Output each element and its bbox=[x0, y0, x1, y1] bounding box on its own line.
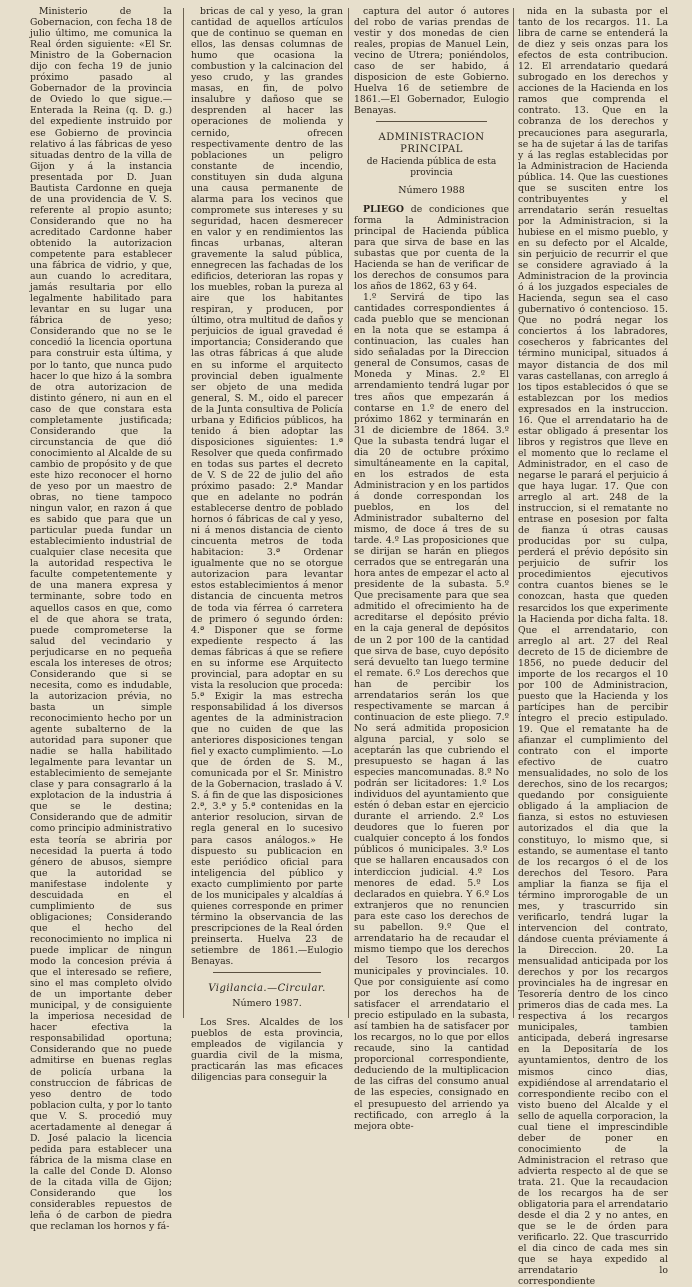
column-rule bbox=[183, 8, 184, 1018]
administracion-heading: ADMINISTRACION PRINCIPAL bbox=[378, 132, 485, 155]
pliego-intro bbox=[354, 204, 509, 292]
column-4 bbox=[518, 6, 668, 1287]
notice-number: Número 1988 bbox=[398, 184, 465, 196]
pliego-conditions: 1.º Servirá de tipo las cantidades correspondientes á cada pueblo que se mencionan en la nota que se estampa á continuacion, las cuales han sido señaladas por la Direccion general de Consumos, casas de Moneda y Minas. 2.º El arrendamiento tendrá lugar por tres años que empezarán á contarse en 1.º de enero del próximo 1862 y terminarán en 31 de diciembre de 1864. 3.º Que la subasta tendrá lugar el dia 20 de octubre próximo simultáneamente en la capital, en los estrados de esta Administracion y en los partidos á donde correspondan los pueblos, en los del Administrador subalterno del mismo, de doce á tres de su tarde. 4.º Las proposiciones que se dirijan se harán en pliegos cerrados que se entregarán una hora antes de empezar el acto al presidente de la subasta. 5.º Que precisamente para que sea admitido el ofrecimiento ha de acreditarse el depósito prévio en la caja general de depósitos de un 2 por 100 de la cantidad que sirva de base, cuyo depósito será devuelto tan luego termine el remate. 6.º Los derechos que han de percibir los arrendatarios serán los que respectivamente se marcan á continuacion de este pliego. 7.º No será admitida proposicion alguna parcial, y solo se aceptarán las que cubriendo el presupuesto se hagan á las especies mancomunadas. 8.º No podrán ser licitadores: 1.º Los individuos del ayuntamiento que estén ó deban estar en ejercicio durante el arriendo. 2.º Los deudores que lo fueren por cualquier concepto á los fondos públicos ó municipales. 3.º Los que se hallaren encausados con interdiccion judicial. 4.º Los menores de edad. 5.º Los declarados en quiebra. Y 6.º Los extranjeros que no renuncien para este caso los derechos de su pabellon. 9.º Que el arrendatario ha de recaudar el mismo tiempo que los derechos del Tesoro los recargos municipales y provinciales. 10. Que por consiguiente así como por los derechos ha de satisfacer el arrendatario el precio estipulado en la subasta, así tambien ha de satisfacer por los recargos, no lo que por ellos recaude, sino la cantidad proporcional correspondiente, deduciendo de la multiplicacion de las cifras del consumo anual de las especies, consignado en el presupuesto del arriendo ya rectificado, con arreglo á la mejora obte- bbox=[354, 292, 509, 1132]
column-2 bbox=[191, 6, 343, 1083]
royal-order-continuation: bricas de cal y yeso, la gran cantidad de aquellos artículos que de continuo se queman en ellos, las densas columnas de humo que ocasiona la combustion y la calcinacion del yeso crudo, y las grandes masas, en fin, de polvo insalubre y dañoso que se desprenden al hacer las operaciones de molienda y cernido, ofrecen respectivamente dentro de las poblaciones un peligro constante de incendio, constituyen sin duda alguna una causa permanente de alarma para los vecinos que compromete sus intereses y su seguridad, hacen desmerecer en valor y en rendimientos las fincas urbanas, alteran gravemente la salud pública, ennegrecen las fachadas de los edificios, deterioran las ropas y los muebles, roban la pureza al aire que los habitantes respiran, y producen, por último, otra multitud de daños y perjuicios de igual gravedad é importancia; Considerando que las otras fábricas á que alude en su informe el arquitecto provincial deben igualmente ser objeto de una medida general, S. M., oido el parecer de la Junta consultiva de Policía urbana y Edificios públicos, ha tenido á bien adoptar las disposiciones siguientes: 1.ª Resolver que queda confirmado en todas sus partes el decreto de V. S de 22 de julio del año próximo pasado: 2.ª Mandar que en adelante no podrán establecerse dentro de poblado hornos ó fábricas de cal y yeso, ni á menos distancia de ciento cincuenta metros de toda habitacion: 3.ª Ordenar igualmente que no se otorgue autorizacion para levantar estos establecimientos á menor distancia de cincuenta metros de toda via férrea ó carretera de primero ó segundo órden: 4.ª Disponer que se forme expediente respecto á las demas fábricas á que se refiere en su informe ese Arquitecto provincial, para adoptar en su vista la resolucion que proceda: 5.ª Exigir la mas estrecha responsabilidad á los diversos agentes de la administracion que no cuiden de que las anteriores disposiciones tengan fiel y exacto cumplimiento. —Lo que de órden de S. M., comunicada por el Sr. Ministro de la Gobernacion, traslado á V. S. á fin de que las disposiciones 2.ª, 3.ª y 5.ª contenidas en la anterior resolucion, sirvan de regla general en lo sucesivo para casos análogos.» He dispuesto su publicacion en este periódico oficial para inteligencia del público y exacto cumplimiento por parte de los municipales y alcaldías á quienes corresponde en primer término la observancia de las prescripciones de la Real órden preinserta. Huelva 23 de setiembre de 1861.—Eulogio Benayas. bbox=[191, 6, 343, 968]
pliego-title: PLIEGO bbox=[363, 203, 405, 215]
divider bbox=[376, 121, 487, 122]
vigilancia-heading: Vigilancia.—Circular. bbox=[208, 983, 326, 995]
pliego-text: de condiciones que forma la Administracion principal de Hacienda pública para que sirva de base en las subastas que por cuenta de la Hacienda se han de verificar de los derechos de consumos para los años de 1862, 63 y 64. bbox=[354, 203, 509, 293]
column-1 bbox=[30, 6, 172, 1232]
pliego-conditions-continued: nida en la subasta por el tanto de los recargos. 11. La libra de carne se entenderá la de diez y seis onzas para los efectos de esta contribucion. 12. El arrendatario quedará subrogado en los derechos y acciones de la Hacienda en los ramos que comprenda el contrato. 13. Que en la cobranza de los derechos y precauciones para asegurarla, se ha de sujetar á las de tarifas y á las reglas establecidas por la Administracion de Hacienda pública. 14. Que las cuestiones que se susciten entre los contribuyentes y el arrendatario serán resueltas por la Administracion, si la hubiese en el mismo pueblo, y en su defecto por el Alcalde, sin perjuicio de recurrir el que se considere agraviado á la Administracion de la provincia ó á los juzgados especiales de Hacienda, segun sea el caso gubernativo ó contencioso. 15. Que no podrá negar los conciertos á los labradores, cosecheros y fabricantes del término municipal, situados á mayor distancia de dos mil varas castellanas, con arreglo á los tipos establecidos ó que se establezcan por los medios expresados en la instruccion. 16. Que el arrendatario ha de estar obligado á presentar los libros y registros que lleve en el momento que lo reclame el Administrador, en el caso de negarse le parará el perjuicio á que haya lugar. 17. Que con arreglo al art. 248 de la instruccion, si el rematante no entrase en posesion por falta de fianza ú otras causas producidas por su culpa, perderá el prévio depósito sin perjuicio de sufrir los procedimientos ejecutivos contra cuantos bienes se le conozcan, hasta que queden resarcidos los que experimente la Hacienda por dicha falta. 18. Que el arrendatario, con arreglo al art. 27 del Real decreto de 15 de diciembre de 1856, no puede deducir del importe de los recargos el 10 por 100 de Administracion, puesto que la Hacienda y los partícipes han de percibir íntegro el precio estipulado. 19. Que el rematante ha de afianzar el cumplimiento del contrato con el importe efectivo de cuatro mensualidades, no solo de los derechos, sino de los recargos; quedando por consiguiente obligado á la ampliacion de fianza, si estos no estuviesen autorizados el dia que la constituyo, lo mismo que, si estando, se aumentase el tanto de los recargos ó el de los derechos del Tesoro. Para ampliar la fianza se fija el término improrogable de un mes, y trascurrido sin verificarlo, tendrá lugar la intervencion del contrato, dándose cuenta préviamente á la Direccion. 20. La mensualidad anticipada por los derechos y por los recargos provinciales ha de ingresar en Tesorería dentro de los cinco primeros dias de cada mes. La respectiva á los recargos municipales, tambien anticipada, deberá ingresarse en la Depositaría de los ayuntamientos, dentro de los mismos cinco dias, expidiéndose al arrendatario el correspondiente recibo con el visto bueno del Alcalde y el sello de aquella corporacion, la cual tiene el imprescindible deber de poner en conocimiento de la Administracion el retraso que advierta respecto al de que se trata. 21. Que la recaudacion de los recargos ha de ser obligatoria para el arrendatario desde el dia 2 y no antes, en que se le de órden para verificarlo. 22. Que trascurrido el dia cinco de cada mes sin que se haya expedido al arrendatario lo correspondiente bbox=[518, 6, 668, 1287]
robbery-notice-text: captura del autor ó autores del robo de varias prendas de vestir y dos monedas de cien reales, propias de Manuel Lein, vecino de Utrera; poniéndolos, caso de ser habido, á disposicion de este Gobierno. Huelva 16 de setiembre de 1861.—El Gobernador, Eulogio Benayas. bbox=[354, 6, 509, 117]
vigilancia-text: Los Sres. Alcaldes de los pueblos de esta provincia, empleados de vigilancia y guardia civil de la misma, practicarán las mas eficaces diligencias para conseguir la bbox=[191, 1017, 343, 1084]
column-rule bbox=[513, 8, 514, 1018]
notice-number: Número 1987. bbox=[232, 998, 302, 1010]
column-3 bbox=[354, 6, 509, 1132]
royal-order-text: Ministerio de la Gobernacion, con fecha 18 de julio último, me comunica la Real órden siguiente: «El Sr. Ministro de la Gobernacion dijo con fecha 19 de junio próximo pasado al Gobernador de la provincia de Oviedo lo que sigue.—Enterada la Reina (q. D. g.) del expediente instruido por ese Gobierno de provincia relativo á las fábricas de yeso situadas dentro de la villa de Gijon y á la instancia presentada por D. Juan Bautista Cardonne en queja de una providencia de V. S. referente al propio asunto; Considerando que no ha acreditado Cardonne haber obtenido la autorizacion competente para establecer una fábrica de vidrio, y que, aun cuando lo acreditara, jamás resultaria por ello legalmente habilitado para levantar en su lugar una fábrica de yeso; Considerando que no se le concedió la licencia oportuna para construir esta última, y por lo tanto, que nunca pudo hacer lo que hizo á la sombra de otra autorizacion de distinto género, ni aun en el caso de que constara esta completamente justificada; Considerando que la circunstancia de que dió conocimiento al Alcalde de su cambio de propósito y de que este hizo reconocer el horno de yeso por un maestro de obras, no tiene tampoco ningun valor, en razon á que es sabido que para que un particular pueda fundar un establecimiento industrial de cualquier clase necesita que la autoridad respectiva le faculte competentemente y de una manera expresa y terminante, sobre todo en aquellos casos en que, como el de que ahora se trata, puede comprometerse la salud del vecindario y perjudicarse en no pequeña escala los intereses de otros; Considerando que si se necesita, como es indudable, la autorizacion prévia, no basta un simple reconocimiento hecho por un agente subalterno de la autoridad para suponer que nadie se halla habilitado legalmente para levantar un establecimiento de semejante clase y para consagrarlo á la explotacion de la industria á que se le destina; Considerando que de admitir como principio administrativo esta teoría se abriria por necesidad la puerta á todo género de abusos, siempre que la autoridad se manifestase indolente y descuidada en el cumplimiento de sus obligaciones; Considerando que el hecho del reconocimiento no implica ni puede implicar de ningun modo la concesion prévia á que el interesado se refiere, sino el mas completo olvido de un importante deber municipal, y de consiguiente la imperiosa necesidad de hacer efectiva la responsabilidad oportuna; Considerando que no puede admitirse en buenas reglas de policía urbana la construccion de fábricas de yeso dentro de todo poblacion culta, y por lo tanto que V. S. procedió muy acertadamente al denegar á D. José palacio la licencia pedida para establecer una fábrica de la misma clase en la calle del Conde D. Alonso de la citada villa de Gijon; Considerando que los considerables repuestos de leña ó de carbon de piedra que reclaman los hornos y fá- bbox=[30, 6, 172, 1233]
column-rule bbox=[348, 8, 349, 1018]
administracion-subheading: de Hacienda pública de esta provincia bbox=[366, 156, 497, 178]
divider bbox=[213, 972, 321, 973]
